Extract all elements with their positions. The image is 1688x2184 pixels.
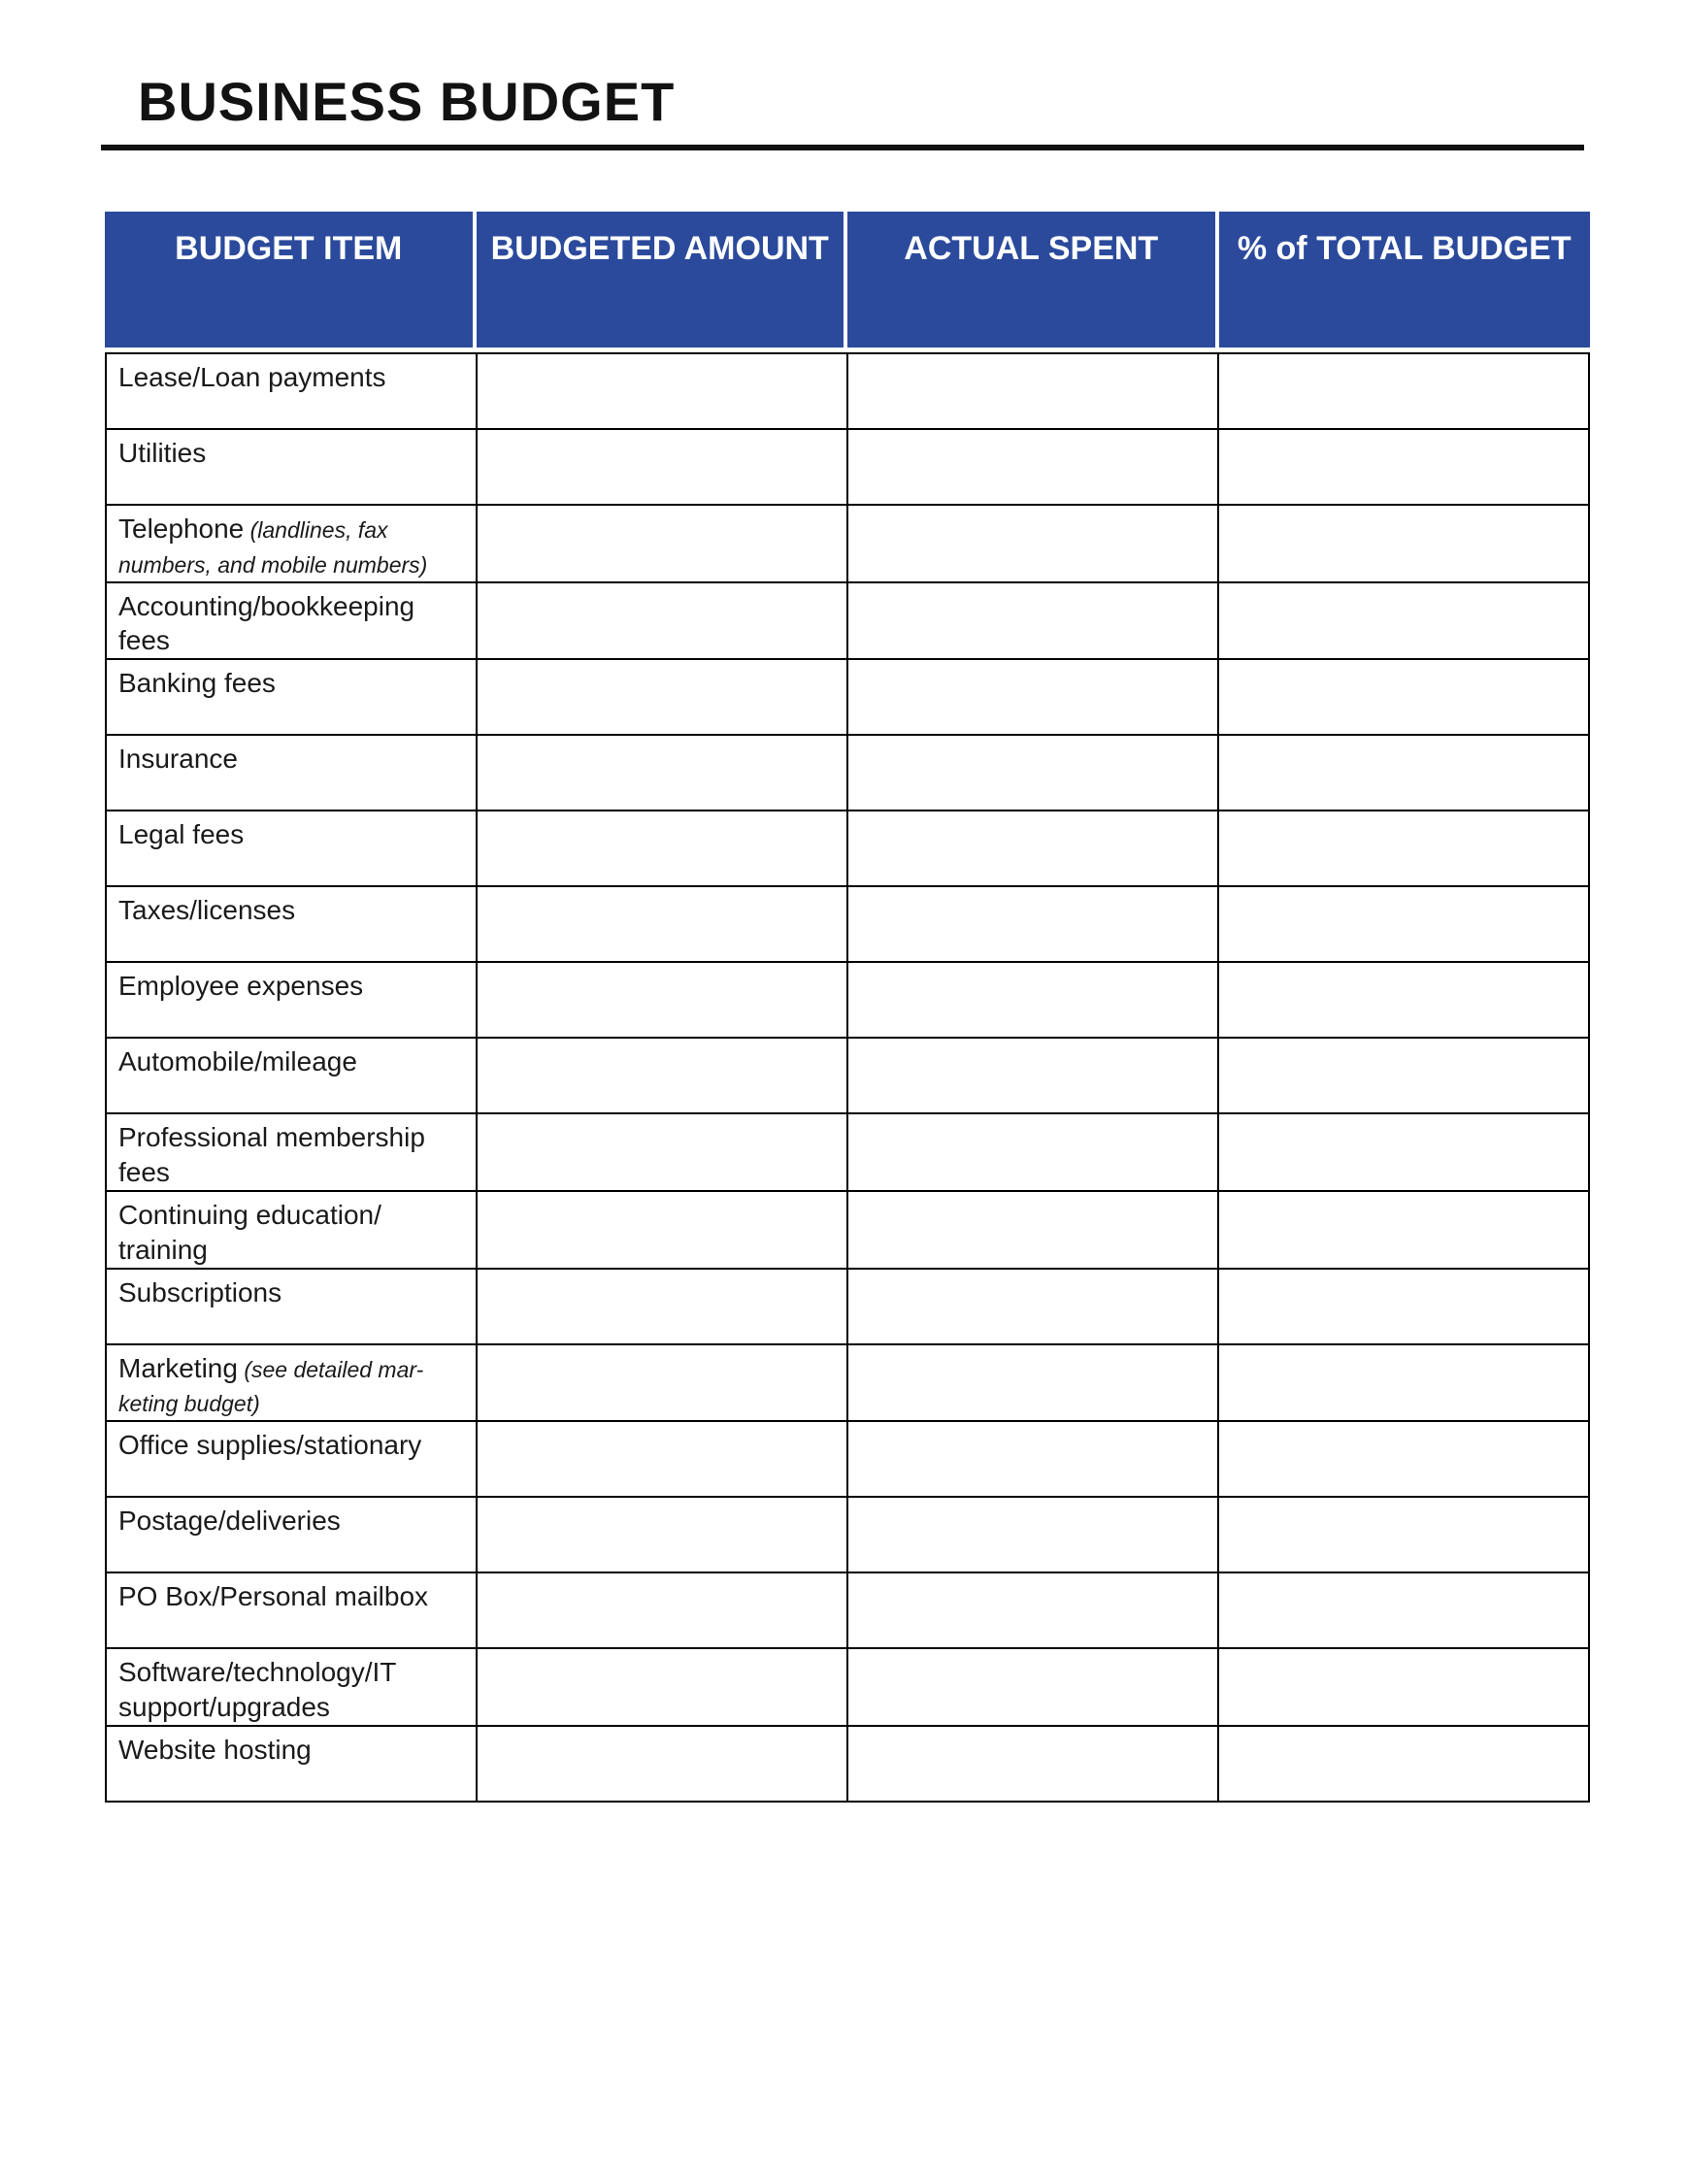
- percent-of-total-cell: [1218, 659, 1589, 735]
- table-row: [106, 886, 1589, 962]
- budgeted-amount-cell: [477, 811, 847, 886]
- budget-item-label: Continuing education/ training: [118, 1199, 381, 1265]
- budget-item-label: Office supplies/stationary: [118, 1430, 422, 1461]
- actual-spent-cell: [847, 1269, 1218, 1344]
- budget-item-note: (see detailed mar-keting budget): [118, 1356, 424, 1417]
- table-header-row: [105, 212, 1590, 347]
- budget-item-cell: [106, 962, 477, 1038]
- budget-item-cell: [106, 429, 477, 505]
- percent-of-total-cell: [1218, 1421, 1589, 1497]
- title-underline: [101, 70, 1584, 150]
- budget-item-label: Legal fees: [118, 819, 245, 850]
- budget-item-cell: [106, 1038, 477, 1113]
- actual-spent-cell: [847, 1497, 1218, 1572]
- actual-spent-cell: [847, 1648, 1218, 1726]
- page-title: BUSINESS BUDGET: [138, 71, 676, 132]
- actual-spent-cell: [847, 886, 1218, 962]
- budget-table: [105, 212, 1590, 1803]
- column-header-budgeted-amount: BUDGETED AMOUNT: [477, 212, 848, 347]
- percent-of-total-cell: [1218, 1572, 1589, 1648]
- budget-item-label: Telephone: [118, 513, 245, 544]
- budget-item-note: (landlines, fax numbers, and mobile numbers): [118, 517, 428, 578]
- budget-item-cell: [106, 1726, 477, 1802]
- actual-spent-cell: [847, 582, 1218, 660]
- percent-of-total-cell: [1218, 429, 1589, 505]
- percent-of-total-cell: [1218, 582, 1589, 660]
- table-row: [106, 505, 1589, 582]
- budgeted-amount-cell: [477, 659, 847, 735]
- budgeted-amount-cell: [477, 1269, 847, 1344]
- percent-of-total-cell: [1218, 811, 1589, 886]
- percent-of-total-cell: [1218, 353, 1589, 429]
- budgeted-amount-cell: [477, 1113, 847, 1191]
- actual-spent-cell: [847, 811, 1218, 886]
- budgeted-amount-cell: [477, 735, 847, 811]
- percent-of-total-cell: [1218, 505, 1589, 582]
- budgeted-amount-cell: [477, 1726, 847, 1802]
- column-header-percent-of-total-budget: % of TOTAL BUDGET: [1219, 212, 1591, 347]
- table-row: [106, 1191, 1589, 1269]
- budget-item-cell: [106, 1648, 477, 1726]
- budgeted-amount-cell: [477, 1497, 847, 1572]
- budget-item-cell: [106, 1113, 477, 1191]
- percent-of-total-cell: [1218, 1038, 1589, 1113]
- budget-item-label: Professional membership fees: [118, 1122, 425, 1188]
- budget-item-label: Lease/Loan payments: [118, 362, 386, 392]
- column-header-actual-spent: ACTUAL SPENT: [847, 212, 1219, 347]
- table-row: [106, 1269, 1589, 1344]
- budget-item-label: Software/technology/IT support/upgrades: [118, 1657, 396, 1723]
- budget-table-body: [105, 352, 1590, 1803]
- budget-item-cell: [106, 353, 477, 429]
- actual-spent-cell: [847, 1191, 1218, 1269]
- actual-spent-cell: [847, 659, 1218, 735]
- percent-of-total-cell: [1218, 1344, 1589, 1422]
- table-row: [106, 1038, 1589, 1113]
- budget-item-cell: [106, 1269, 477, 1344]
- table-row: [106, 1344, 1589, 1422]
- table-row: [106, 582, 1589, 660]
- table-row: [106, 1497, 1589, 1572]
- actual-spent-cell: [847, 1726, 1218, 1802]
- table-row: [106, 429, 1589, 505]
- actual-spent-cell: [847, 1038, 1218, 1113]
- budgeted-amount-cell: [477, 1344, 847, 1422]
- table-row: [106, 659, 1589, 735]
- actual-spent-cell: [847, 962, 1218, 1038]
- budget-item-cell: [106, 886, 477, 962]
- percent-of-total-cell: [1218, 886, 1589, 962]
- budget-item-label: Banking fees: [118, 668, 276, 699]
- budgeted-amount-cell: [477, 1038, 847, 1113]
- budgeted-amount-cell: [477, 582, 847, 660]
- budget-item-cell: [106, 1572, 477, 1648]
- budget-item-label: PO Box/Personal mailbox: [118, 1581, 429, 1612]
- percent-of-total-cell: [1218, 1497, 1589, 1572]
- table-row: [106, 1113, 1589, 1191]
- budget-item-cell: [106, 582, 477, 660]
- budgeted-amount-cell: [477, 962, 847, 1038]
- budget-item-label: Marketing: [118, 1352, 238, 1383]
- budgeted-amount-cell: [477, 1421, 847, 1497]
- actual-spent-cell: [847, 429, 1218, 505]
- table-row: [106, 1421, 1589, 1497]
- budget-item-cell: [106, 505, 477, 582]
- budget-item-cell: [106, 659, 477, 735]
- column-header-budget-item: BUDGET ITEM: [105, 212, 477, 347]
- budgeted-amount-cell: [477, 886, 847, 962]
- budget-item-label: Postage/deliveries: [118, 1506, 341, 1537]
- budget-item-label: Employee expenses: [118, 971, 364, 1002]
- percent-of-total-cell: [1218, 1191, 1589, 1269]
- budget-item-cell: [106, 811, 477, 886]
- budget-item-cell: [106, 1344, 477, 1422]
- actual-spent-cell: [847, 1113, 1218, 1191]
- table-row: [106, 353, 1589, 429]
- budgeted-amount-cell: [477, 429, 847, 505]
- budget-item-label: Insurance: [118, 744, 238, 775]
- percent-of-total-cell: [1218, 1113, 1589, 1191]
- table-row: [106, 735, 1589, 811]
- budget-item-label: Website hosting: [118, 1734, 312, 1765]
- budget-item-label: Accounting/bookkeeping fees: [118, 590, 415, 656]
- budget-item-cell: [106, 735, 477, 811]
- budget-item-label: Utilities: [118, 438, 207, 468]
- budgeted-amount-cell: [477, 353, 847, 429]
- actual-spent-cell: [847, 735, 1218, 811]
- budget-item-label: Taxes/licenses: [118, 895, 296, 926]
- budgeted-amount-cell: [477, 1648, 847, 1726]
- table-row: [106, 1648, 1589, 1726]
- budgeted-amount-cell: [477, 1572, 847, 1648]
- budgeted-amount-cell: [477, 505, 847, 582]
- percent-of-total-cell: [1218, 735, 1589, 811]
- table-row: [106, 811, 1589, 886]
- budget-item-cell: [106, 1421, 477, 1497]
- actual-spent-cell: [847, 1421, 1218, 1497]
- budget-item-cell: [106, 1191, 477, 1269]
- percent-of-total-cell: [1218, 1726, 1589, 1802]
- budgeted-amount-cell: [477, 1191, 847, 1269]
- budget-item-label: Subscriptions: [118, 1276, 282, 1307]
- table-row: [106, 962, 1589, 1038]
- table-row: [106, 1572, 1589, 1648]
- table-row: [106, 1726, 1589, 1802]
- percent-of-total-cell: [1218, 1648, 1589, 1726]
- budget-item-label: Automobile/mileage: [118, 1046, 357, 1077]
- percent-of-total-cell: [1218, 1269, 1589, 1344]
- percent-of-total-cell: [1218, 962, 1589, 1038]
- actual-spent-cell: [847, 505, 1218, 582]
- budget-item-cell: [106, 1497, 477, 1572]
- actual-spent-cell: [847, 1572, 1218, 1648]
- actual-spent-cell: [847, 353, 1218, 429]
- actual-spent-cell: [847, 1344, 1218, 1422]
